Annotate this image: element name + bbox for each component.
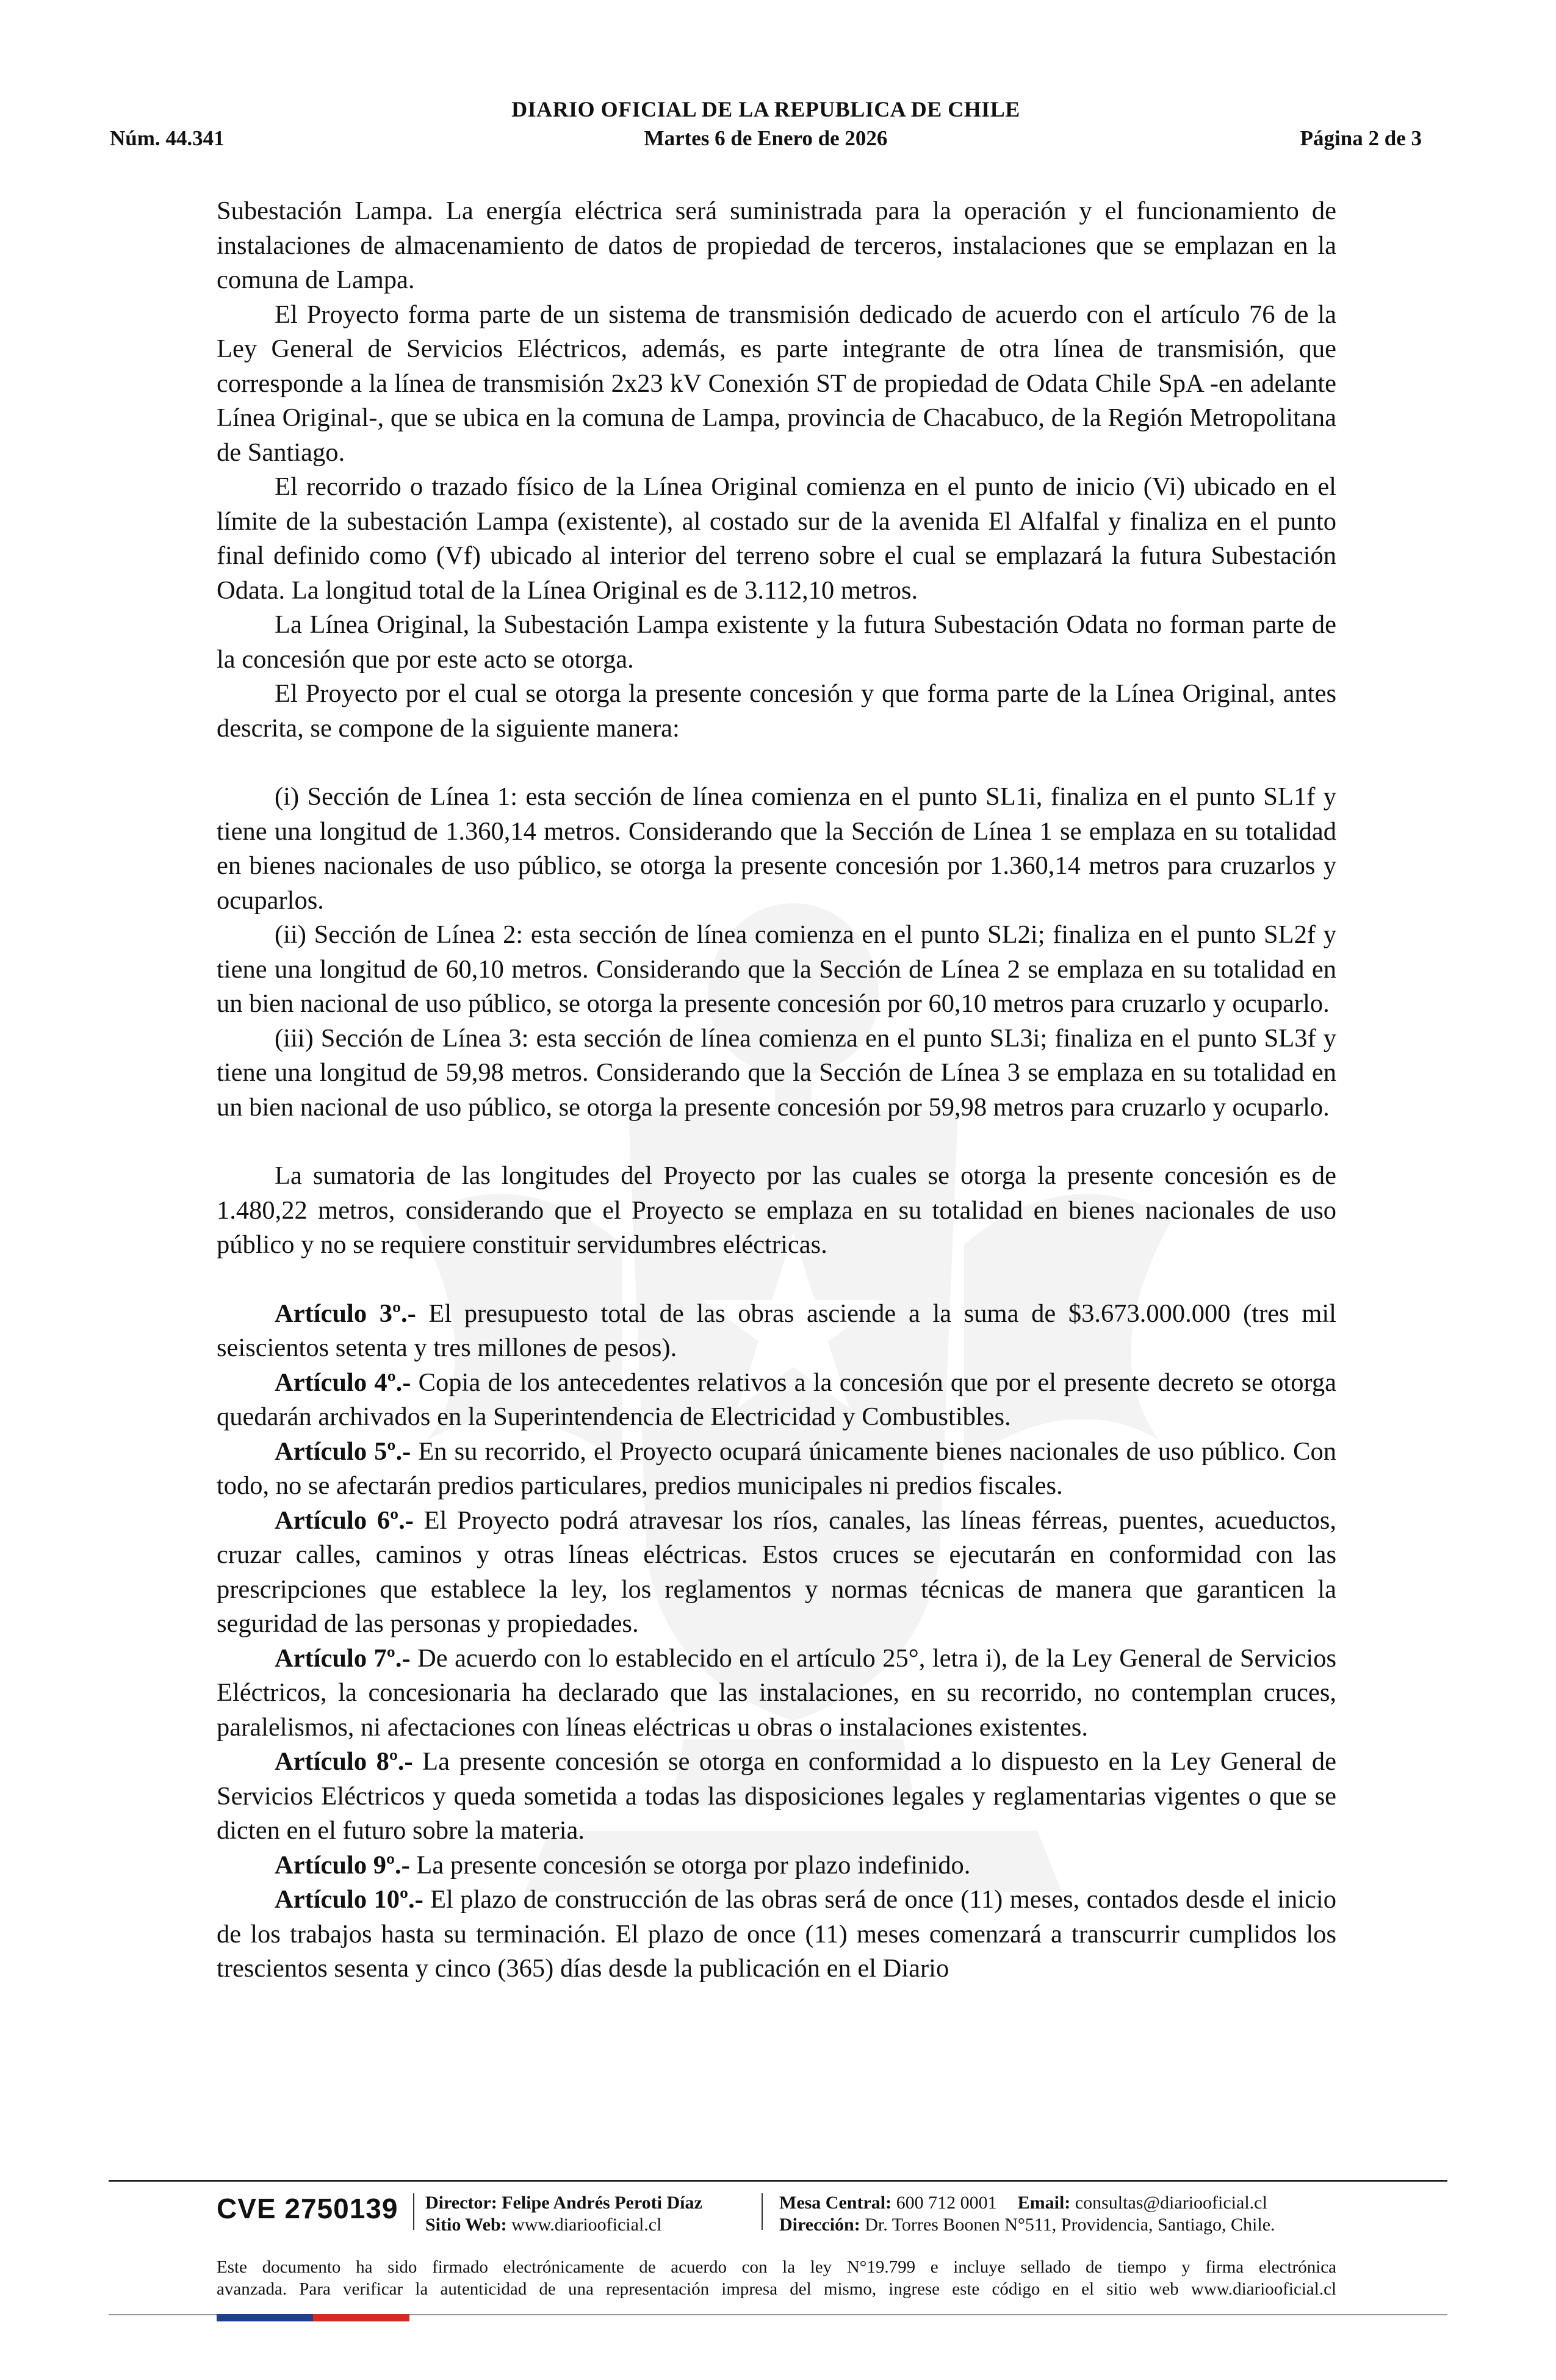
issue-number: Núm. 44.341 (110, 126, 225, 150)
section-item: (ii) Sección de Línea 2: esta sección de línea comienza en el punto SL2i; finaliza en el punto SL2f y tiene una longitud de 60,10 metros. Considerando que la Sección de Línea 2 se emplaza en su totalidad en un bien nacional de uso público, se otorga la presente concesión por 60,10 metros para cruzarlo y ocuparlo. (217, 920, 1336, 1018)
flag-blue-segment (217, 2314, 313, 2321)
article-text: La presente concesión se otorga por plazo indefinido. (409, 1850, 971, 1880)
signature-disclaimer (217, 2256, 1336, 2300)
section-item: (iii) Sección de Línea 3: esta sección de línea comienza en el punto SL3i; finaliza en el punto SL3f y tiene una longitud de 59,98 metros. Considerando que la Sección de Línea 3 se emplaza en su totalidad en un bien nacional de uso público, se otorga la presente concesión por 59,98 metros para cruzarlo y ocuparlo. (217, 1023, 1336, 1122)
article-text: La presente concesión se otorga en conformidad a lo dispuesto en la Ley General de Servicios Eléctricos y queda sometida a todas las disposiciones legales y reglamentarias vigentes o que se dicten en el futuro sobre la materia. (217, 1747, 1336, 1845)
paragraph: El Proyecto forma parte de un sistema de transmisión dedicado de acuerdo con el artículo 76 de la Ley General de Servicios Eléctricos, además, es parte integrante de otra línea de transmisión, que corresponde a la línea de transmisión 2x23 kV Conexión ST de propiedad de Odata Chile SpA -en adelante Línea Original-, que se ubica en la comuna de Lampa, provincia de Chacabuco, de la Región Metropolitana de Santiago. (217, 300, 1336, 467)
article-paragraph (217, 1745, 1336, 1848)
page-indicator: Página 2 de 3 (1300, 126, 1422, 150)
article-paragraph (217, 1848, 1336, 1883)
footer-contact-block (779, 2192, 1275, 2236)
article-text: Copia de los antecedentes relativos a la concesión que por el presente decreto se otorga quedarán archivados en la Superintendencia de Electricidad y Combustibles. (217, 1368, 1337, 1431)
flag-red-segment (313, 2314, 409, 2321)
article-paragraph (217, 1366, 1336, 1435)
article-paragraph (217, 1504, 1336, 1642)
director-name: Felipe Andrés Peroti Díaz (502, 2193, 702, 2213)
footer-director-block (425, 2192, 702, 2236)
director-label: Director: (425, 2193, 497, 2213)
article-label: Artículo 9º.- (275, 1850, 410, 1880)
paragraph: La sumatoria de las longitudes del Proyecto por las cuales se otorga la presente concesión es de 1.480,22 metros, considerando que el Proyecto se emplaza en su totalidad en bienes nacionales de uso público y no se requiere constituir servidumbres eléctricas. (217, 1161, 1336, 1259)
paragraph: El Proyecto por el cual se otorga la presente concesión y que forma parte de la Línea Original, antes descrita, se compone de la siguiente manera: (217, 679, 1336, 743)
disclaimer-line: Este documento ha sido firmado electrónicamente de acuerdo con la ley N°19.799 e incluye sellado de tiempo y firma electrónica (217, 2257, 1336, 2277)
article-text: El Proyecto podrá atravesar los ríos, canales, las líneas férreas, puentes, acueductos, cruzar calles, caminos y otras líneas eléctricas. Estos cruces se ejecutarán en conformidad con las prescripciones que establece la ley, los reglamentos y normas técnicas de manera que garanticen la seguridad de las personas y propiedades. (217, 1506, 1336, 1638)
paragraph: La Línea Original, la Subestación Lampa existente y la futura Subestación Odata no forman parte de la concesión que por este acto se otorga. (217, 610, 1336, 674)
phone-number: 600 712 0001 (896, 2193, 997, 2213)
address-label: Dirección: (779, 2215, 860, 2235)
article-paragraph (217, 1883, 1336, 1986)
article-text: El plazo de construcción de las obras será de once (11) meses, contados desde el inicio de los trabajos hasta su terminación. El plazo de once (11) meses comenzará a transcurrir cumplidos los trescientos sesenta y cinco (365) días desde la publicación en el Diario (217, 1885, 1336, 1983)
article-text: En su recorrido, el Proyecto ocupará únicamente bienes nacionales de uso público. Con todo, no se afectarán predios particulares, predios municipales ni predios fiscales. (217, 1437, 1336, 1500)
email-label: Email: (1017, 2193, 1071, 2213)
article-paragraph (217, 1435, 1336, 1504)
article-text: El presupuesto total de las obras asciende a la suma de $3.673.000.000 (tres mil seiscientos setenta y tres millones de pesos). (217, 1299, 1336, 1362)
newspaper-title: DIARIO OFICIAL DE LA REPUBLICA DE CHILE (511, 97, 1020, 121)
paragraph: Subestación Lampa. La energía eléctrica será suministrada para la operación y el funcionamiento de instalaciones de almacenamiento de datos de propiedad de terceros, instalaciones que se emplazan en la comuna de Lampa. (217, 197, 1336, 294)
email-link[interactable]: consultas@diariooficial.cl (1075, 2193, 1267, 2213)
cve-code: CVE 2750139 (217, 2193, 398, 2224)
article-label: Artículo 4º.- (275, 1368, 411, 1397)
article-paragraph (217, 1642, 1336, 1745)
page-footer (217, 2188, 1336, 2237)
phone-label: Mesa Central: (779, 2193, 892, 2213)
article-label: Artículo 6º.- (275, 1506, 414, 1535)
page-header (110, 95, 1422, 153)
article-label: Artículo 7º.- (275, 1643, 411, 1673)
disclaimer-line: avanzada. Para verificar la autenticidad de una representación impresa del mismo, ingrese este código en el sitio web www.diariooficial.cl (217, 2279, 1336, 2299)
address-text: Dr. Torres Boonen N°511, Providencia, Santiago, Chile. (865, 2215, 1275, 2235)
site-link[interactable]: www.diariooficial.cl (511, 2215, 662, 2235)
section-item: (i) Sección de Línea 1: esta sección de línea comienza en el punto SL1i, finaliza en el punto SL1f y tiene una longitud de 1.360,14 metros. Considerando que la Sección de Línea 1 se emplaza en su totalidad en bienes nacionales de uso público, se otorga la presente concesión por 1.360,14 metros para cruzarlos y ocuparlos. (217, 782, 1336, 915)
paragraph: El recorrido o trazado físico de la Línea Original comienza en el punto de inicio (Vi) ubicado en el límite de la subestación Lampa (existente), al costado sur de la avenida El Alfalfal y finaliza en el punto final definido como (Vf) ubicado al interior del terreno sobre el cual se emplazará la futura Subestación Odata. La longitud total de la Línea Original es de 3.112,10 metros. (217, 472, 1336, 605)
footer-divider (109, 2180, 1447, 2182)
issue-date: Martes 6 de Enero de 2026 (644, 126, 888, 150)
article-label: Artículo 10º.- (275, 1885, 423, 1914)
footer-separator (762, 2193, 763, 2230)
footer-separator (413, 2193, 414, 2230)
article-label: Artículo 8º.- (275, 1747, 413, 1776)
article-text: De acuerdo con lo establecido en el artículo 25°, letra i), de la Ley General de Servicios Eléctricos, la concesionaria ha declarado que las instalaciones, en su recorrido, no contemplan cruces, paralelismos, ni afectaciones con líneas eléctricas u obras o instalaciones existentes. (217, 1643, 1336, 1742)
article-label: Artículo 3º.- (275, 1299, 416, 1328)
chile-flag-stripe (217, 2314, 409, 2321)
article-paragraph (217, 1297, 1336, 1366)
document-body (217, 194, 1336, 1986)
site-label: Sitio Web: (425, 2215, 507, 2235)
article-label: Artículo 5º.- (275, 1437, 411, 1466)
